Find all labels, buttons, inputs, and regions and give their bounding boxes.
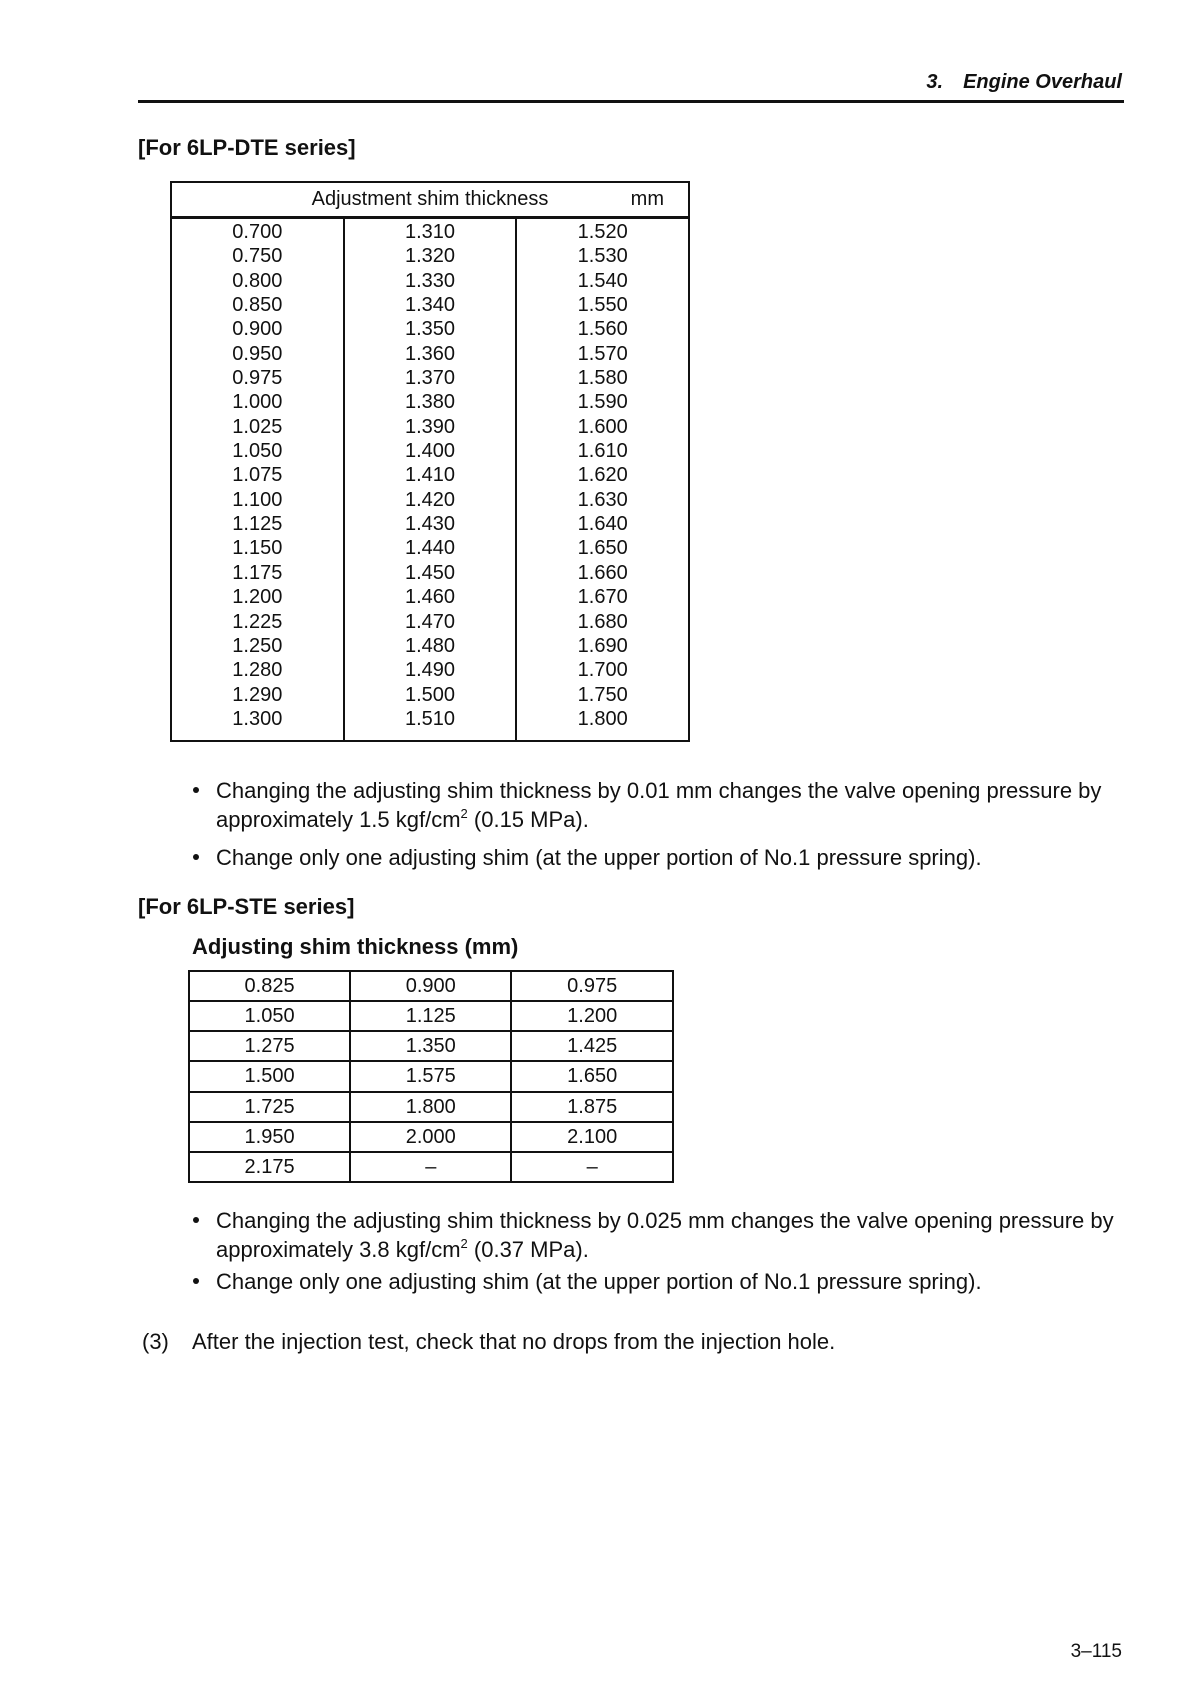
shim-value: 1.650	[577, 537, 628, 560]
shim-value: 1.290	[232, 683, 283, 706]
shim-value: 1.430	[404, 513, 456, 536]
dte-note-2: Change only one adjusting shim (at the upper portion of No.1 pressure spring).	[216, 845, 982, 870]
shim-value: 1.510	[404, 707, 456, 730]
ste-series-heading: [For 6LP-STE series]	[138, 894, 355, 919]
header-rule	[138, 100, 1124, 103]
dte-shim-table-unit: mm	[630, 188, 664, 210]
section-title: Engine Overhaul	[963, 71, 1122, 93]
shim-value: 1.470	[404, 610, 456, 633]
shim-value: 1.550	[577, 294, 628, 317]
shim-value: 1.125	[350, 1001, 511, 1031]
shim-value: 1.800	[350, 1092, 511, 1122]
shim-value: –	[350, 1152, 511, 1182]
shim-value: 1.480	[404, 634, 456, 657]
shim-value: 1.050	[189, 1001, 350, 1031]
shim-value: 1.025	[232, 415, 283, 438]
ste-shim-table-body	[189, 971, 673, 1182]
shim-value: 1.100	[232, 488, 283, 511]
table-row	[189, 1061, 673, 1091]
bullet-icon	[193, 787, 199, 793]
shim-value: 2.100	[511, 1122, 673, 1152]
section-number: 3.	[926, 71, 944, 93]
shim-value: 1.200	[232, 586, 283, 609]
superscript: 2	[460, 806, 468, 821]
shim-value: 1.275	[189, 1031, 350, 1061]
shim-value: 1.690	[577, 634, 628, 657]
shim-value: 1.460	[404, 586, 456, 609]
bullet-icon	[193, 854, 199, 860]
shim-value: 1.650	[511, 1061, 673, 1091]
bullet-icon	[193, 1278, 199, 1284]
shim-value: 2.000	[350, 1122, 511, 1152]
shim-value: 1.390	[404, 415, 456, 438]
shim-value: 1.660	[577, 561, 628, 584]
shim-value: 0.850	[232, 294, 283, 317]
shim-value: 1.800	[577, 707, 628, 730]
shim-value: 1.575	[350, 1061, 511, 1091]
shim-value: 1.520	[577, 221, 628, 243]
dte-series-heading: [For 6LP-DTE series]	[138, 135, 356, 160]
note-text: approximately 3.8 kgf/cm	[216, 1237, 461, 1262]
shim-table-column	[343, 219, 516, 741]
ste-shim-table	[188, 970, 674, 1183]
shim-value: 1.450	[404, 561, 456, 584]
shim-value: 1.350	[404, 318, 456, 341]
shim-value: 1.680	[577, 610, 628, 633]
shim-value: 1.540	[577, 269, 628, 292]
shim-value: 1.380	[404, 391, 456, 414]
table-row	[189, 1031, 673, 1061]
shim-value: 1.310	[404, 221, 456, 243]
shim-value: 0.900	[232, 318, 283, 341]
shim-value: 1.300	[232, 707, 283, 730]
table-row	[189, 1092, 673, 1122]
shim-value: 0.750	[232, 245, 283, 268]
shim-value: 0.800	[232, 269, 283, 292]
shim-value: 1.490	[404, 659, 456, 682]
shim-value: 1.340	[404, 294, 456, 317]
shim-table-column	[515, 219, 688, 741]
step-number: (3)	[142, 1329, 169, 1354]
table-row	[189, 971, 673, 1001]
shim-value: 2.175	[189, 1152, 350, 1182]
shim-value: 1.250	[232, 634, 283, 657]
ste-note-1-line-2	[216, 1235, 589, 1264]
dte-note-1-line-2	[216, 805, 589, 834]
shim-value: 1.750	[577, 683, 628, 706]
shim-value: 1.570	[577, 342, 628, 365]
dte-shim-table-title: Adjustment shim thickness	[311, 188, 549, 210]
shim-value: 0.700	[232, 221, 283, 243]
step-text: After the injection test, check that no drops from the injection hole.	[192, 1329, 836, 1354]
superscript: 2	[460, 1236, 468, 1251]
shim-value: 0.975	[232, 367, 283, 390]
shim-value: 1.050	[232, 440, 283, 463]
shim-value: 0.950	[232, 342, 283, 365]
shim-value: 1.125	[232, 513, 283, 536]
shim-value: 1.630	[577, 488, 628, 511]
shim-value: 1.590	[577, 391, 628, 414]
shim-value: 1.500	[189, 1061, 350, 1091]
shim-value: 1.560	[577, 318, 628, 341]
table-row	[189, 1122, 673, 1152]
shim-value: 1.950	[189, 1122, 350, 1152]
shim-value: 1.530	[577, 245, 628, 268]
note-text: approximately 1.5 kgf/cm	[216, 807, 461, 832]
shim-value: 1.175	[232, 561, 283, 584]
shim-value: –	[511, 1152, 673, 1182]
ste-shim-table-title: Adjusting shim thickness (mm)	[192, 934, 519, 959]
dte-note-1-line-1: Changing the adjusting shim thickness by 0.01 mm changes the valve opening pressure by	[216, 778, 1102, 803]
shim-value: 0.825	[189, 971, 350, 1001]
shim-value: 1.410	[404, 464, 456, 487]
shim-value: 1.200	[511, 1001, 673, 1031]
shim-value: 1.000	[232, 391, 283, 414]
shim-value: 1.670	[577, 586, 628, 609]
shim-value: 1.700	[577, 659, 628, 682]
shim-value: 1.400	[404, 440, 456, 463]
shim-value: 1.370	[404, 367, 456, 390]
shim-value: 1.280	[232, 659, 283, 682]
table-row	[189, 1152, 673, 1182]
shim-table-column	[172, 219, 343, 741]
shim-value: 1.440	[404, 537, 456, 560]
ste-note-2: Change only one adjusting shim (at the upper portion of No.1 pressure spring).	[216, 1269, 982, 1294]
shim-value: 1.360	[404, 342, 456, 365]
shim-value: 1.150	[232, 537, 283, 560]
shim-value: 1.640	[577, 513, 628, 536]
shim-value: 1.620	[577, 464, 628, 487]
page-number: 3–115	[1070, 1641, 1122, 1662]
shim-value: 1.875	[511, 1092, 673, 1122]
shim-value: 1.420	[404, 488, 456, 511]
shim-value: 1.425	[511, 1031, 673, 1061]
dte-shim-table-body	[172, 219, 688, 741]
note-text: (0.15 MPa).	[467, 807, 589, 832]
shim-value: 0.900	[350, 971, 511, 1001]
running-header	[926, 70, 1122, 94]
shim-value: 0.975	[511, 971, 673, 1001]
shim-value: 1.075	[232, 464, 283, 487]
shim-value: 1.330	[404, 269, 456, 292]
dte-shim-table	[170, 181, 690, 742]
shim-value: 1.225	[232, 610, 283, 633]
bullet-icon	[193, 1217, 199, 1223]
shim-value: 1.350	[350, 1031, 511, 1061]
shim-value: 1.610	[577, 440, 628, 463]
shim-value: 1.500	[404, 683, 456, 706]
shim-value: 1.725	[189, 1092, 350, 1122]
shim-value: 1.600	[577, 415, 628, 438]
note-text: (0.37 MPa).	[467, 1237, 589, 1262]
shim-value: 1.320	[404, 245, 456, 268]
ste-note-1-line-1: Changing the adjusting shim thickness by 0.025 mm changes the valve opening pressure by	[216, 1208, 1114, 1233]
shim-value: 1.580	[577, 367, 628, 390]
dte-shim-table-header	[172, 183, 688, 219]
table-row	[189, 1001, 673, 1031]
